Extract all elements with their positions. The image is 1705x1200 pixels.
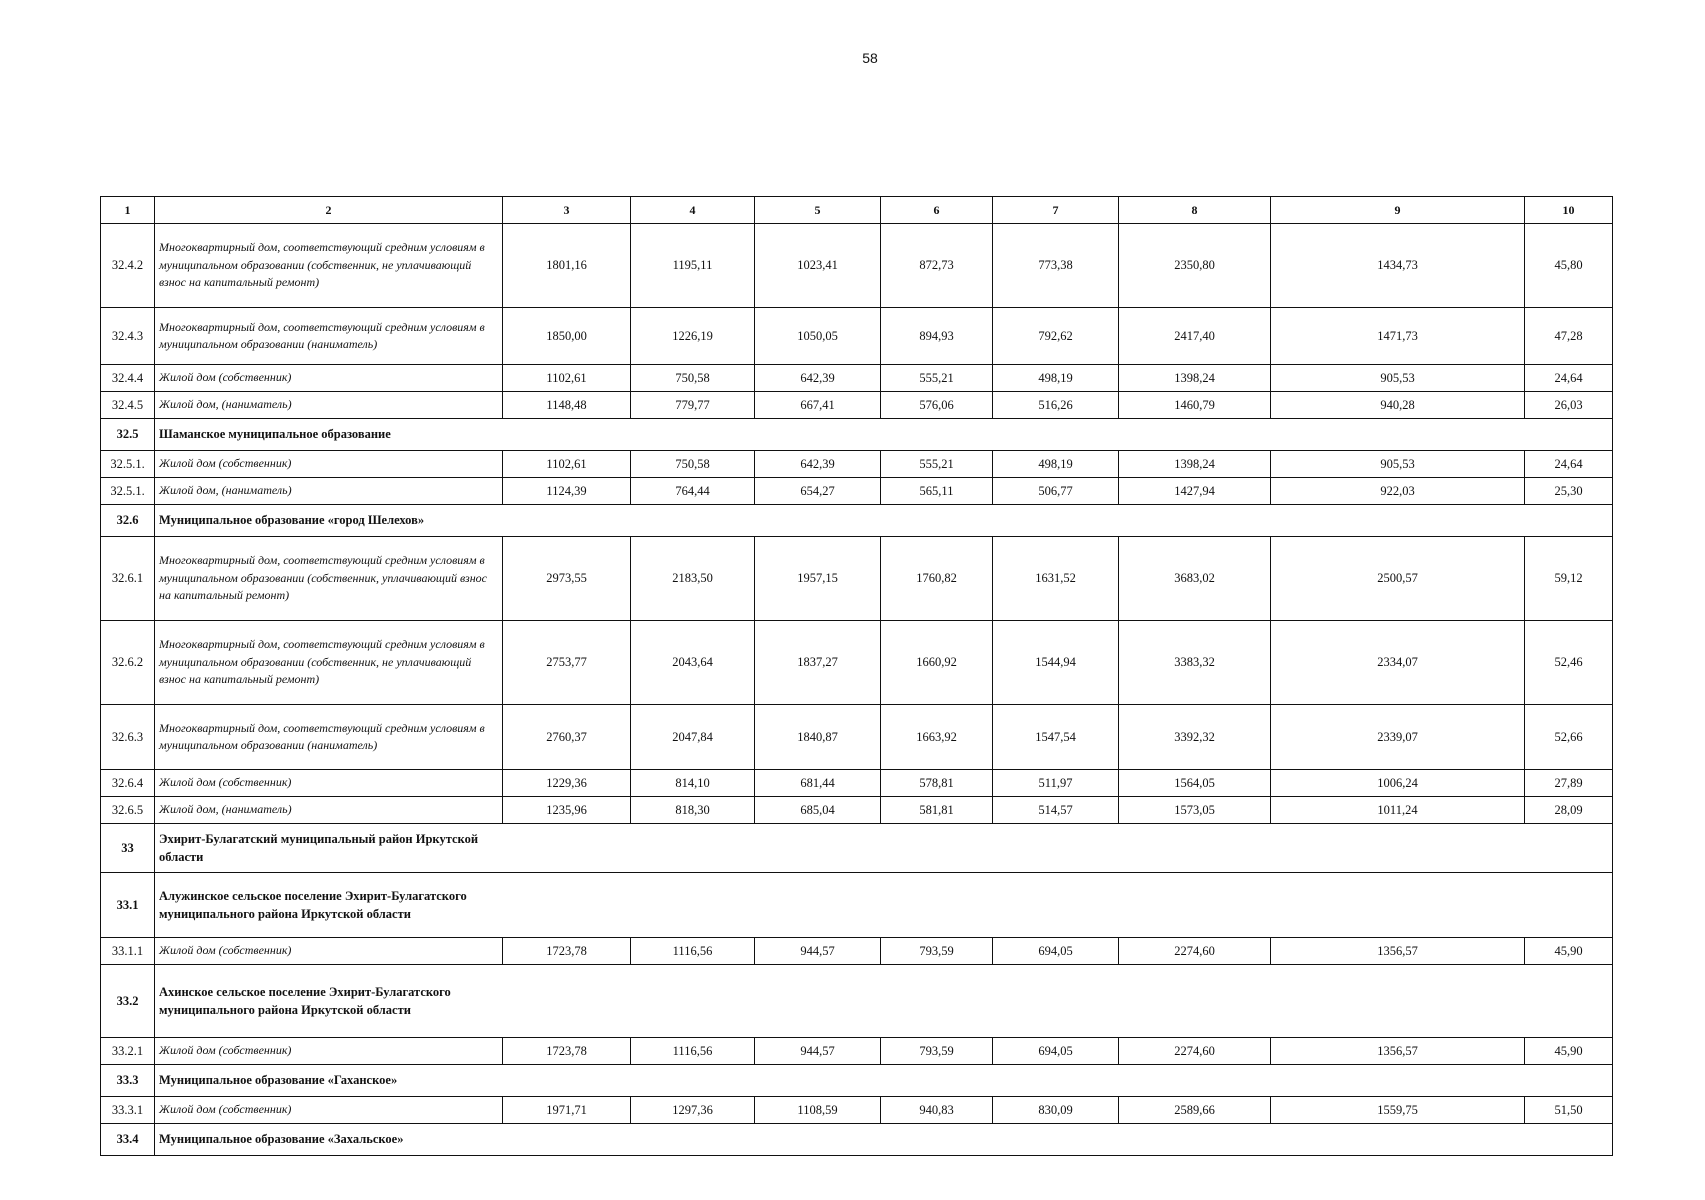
table-row bbox=[101, 392, 1613, 419]
section-title: Эхирит-Булагатский муниципальный район Иркутской области bbox=[155, 824, 1613, 873]
table-row bbox=[101, 224, 1613, 308]
value-cell: 905,53 bbox=[1271, 451, 1525, 478]
header-cell: 1 bbox=[101, 197, 155, 224]
value-cell: 45,90 bbox=[1525, 1038, 1613, 1065]
table-row bbox=[101, 1097, 1613, 1124]
value-cell: 45,90 bbox=[1525, 938, 1613, 965]
table-row bbox=[101, 478, 1613, 505]
page-number: 58 bbox=[862, 50, 878, 66]
value-cell: 1011,24 bbox=[1271, 797, 1525, 824]
section-number: 33.3 bbox=[101, 1065, 155, 1097]
value-cell: 498,19 bbox=[993, 451, 1119, 478]
value-cell: 642,39 bbox=[755, 365, 881, 392]
value-cell: 905,53 bbox=[1271, 365, 1525, 392]
value-cell: 681,44 bbox=[755, 770, 881, 797]
value-cell: 1297,36 bbox=[631, 1097, 755, 1124]
value-cell: 578,81 bbox=[881, 770, 993, 797]
value-cell: 694,05 bbox=[993, 1038, 1119, 1065]
value-cell: 506,77 bbox=[993, 478, 1119, 505]
value-cell: 1398,24 bbox=[1119, 365, 1271, 392]
row-number: 32.6.4 bbox=[101, 770, 155, 797]
value-cell: 750,58 bbox=[631, 365, 755, 392]
value-cell: 750,58 bbox=[631, 451, 755, 478]
section-number: 32.5 bbox=[101, 419, 155, 451]
value-cell: 3392,32 bbox=[1119, 705, 1271, 770]
table-row bbox=[101, 451, 1613, 478]
table-row bbox=[101, 621, 1613, 705]
section-row bbox=[101, 1065, 1613, 1097]
section-row bbox=[101, 505, 1613, 537]
value-cell: 59,12 bbox=[1525, 537, 1613, 621]
value-cell: 2589,66 bbox=[1119, 1097, 1271, 1124]
section-number: 33.2 bbox=[101, 965, 155, 1038]
value-cell: 1102,61 bbox=[503, 365, 631, 392]
value-cell: 2760,37 bbox=[503, 705, 631, 770]
value-cell: 1559,75 bbox=[1271, 1097, 1525, 1124]
value-cell: 685,04 bbox=[755, 797, 881, 824]
value-cell: 3683,02 bbox=[1119, 537, 1271, 621]
value-cell: 922,03 bbox=[1271, 478, 1525, 505]
value-cell: 51,50 bbox=[1525, 1097, 1613, 1124]
value-cell: 1356,57 bbox=[1271, 1038, 1525, 1065]
value-cell: 1229,36 bbox=[503, 770, 631, 797]
value-cell: 1460,79 bbox=[1119, 392, 1271, 419]
section-title: Муниципальное образование «Захальское» bbox=[155, 1124, 1613, 1156]
section-title: Муниципальное образование «город Шелехов» bbox=[155, 505, 1613, 537]
value-cell: 1050,05 bbox=[755, 308, 881, 365]
row-description: Жилой дом (собственник) bbox=[155, 1038, 503, 1065]
section-number: 33 bbox=[101, 824, 155, 873]
row-number: 32.4.3 bbox=[101, 308, 155, 365]
value-cell: 47,28 bbox=[1525, 308, 1613, 365]
value-cell: 694,05 bbox=[993, 938, 1119, 965]
section-row bbox=[101, 965, 1613, 1038]
value-cell: 498,19 bbox=[993, 365, 1119, 392]
header-cell: 3 bbox=[503, 197, 631, 224]
value-cell: 944,57 bbox=[755, 938, 881, 965]
row-description: Жилой дом, (наниматель) bbox=[155, 797, 503, 824]
row-description: Жилой дом (собственник) bbox=[155, 938, 503, 965]
value-cell: 1226,19 bbox=[631, 308, 755, 365]
table-body bbox=[101, 197, 1613, 1156]
value-cell: 940,83 bbox=[881, 1097, 993, 1124]
value-cell: 26,03 bbox=[1525, 392, 1613, 419]
value-cell: 792,62 bbox=[993, 308, 1119, 365]
value-cell: 894,93 bbox=[881, 308, 993, 365]
value-cell: 1840,87 bbox=[755, 705, 881, 770]
value-cell: 818,30 bbox=[631, 797, 755, 824]
value-cell: 1427,94 bbox=[1119, 478, 1271, 505]
table-row bbox=[101, 537, 1613, 621]
value-cell: 830,09 bbox=[993, 1097, 1119, 1124]
section-row bbox=[101, 824, 1613, 873]
table-row bbox=[101, 705, 1613, 770]
value-cell: 1116,56 bbox=[631, 1038, 755, 1065]
header-cell: 10 bbox=[1525, 197, 1613, 224]
value-cell: 1102,61 bbox=[503, 451, 631, 478]
value-cell: 1850,00 bbox=[503, 308, 631, 365]
row-number: 33.2.1 bbox=[101, 1038, 155, 1065]
value-cell: 944,57 bbox=[755, 1038, 881, 1065]
header-cell: 4 bbox=[631, 197, 755, 224]
value-cell: 52,66 bbox=[1525, 705, 1613, 770]
row-description: Многоквартирный дом, соответствующий средним условиям в муниципальном образовании (наниматель) bbox=[155, 705, 503, 770]
header-cell: 8 bbox=[1119, 197, 1271, 224]
value-cell: 1195,11 bbox=[631, 224, 755, 308]
value-cell: 581,81 bbox=[881, 797, 993, 824]
value-cell: 1564,05 bbox=[1119, 770, 1271, 797]
section-title: Алужинское сельское поселение Эхирит-Булагатского муниципального района Иркутской области bbox=[155, 873, 1613, 938]
value-cell: 2334,07 bbox=[1271, 621, 1525, 705]
row-number: 32.6.2 bbox=[101, 621, 155, 705]
value-cell: 1148,48 bbox=[503, 392, 631, 419]
value-cell: 2274,60 bbox=[1119, 938, 1271, 965]
row-number: 32.4.5 bbox=[101, 392, 155, 419]
row-number: 32.6.5 bbox=[101, 797, 155, 824]
value-cell: 2973,55 bbox=[503, 537, 631, 621]
value-cell: 1660,92 bbox=[881, 621, 993, 705]
section-row bbox=[101, 1124, 1613, 1156]
value-cell: 2417,40 bbox=[1119, 308, 1271, 365]
value-cell: 45,80 bbox=[1525, 224, 1613, 308]
value-cell: 1723,78 bbox=[503, 938, 631, 965]
value-cell: 1547,54 bbox=[993, 705, 1119, 770]
table-row bbox=[101, 308, 1613, 365]
row-number: 33.1.1 bbox=[101, 938, 155, 965]
value-cell: 1434,73 bbox=[1271, 224, 1525, 308]
value-cell: 576,06 bbox=[881, 392, 993, 419]
value-cell: 779,77 bbox=[631, 392, 755, 419]
value-cell: 1723,78 bbox=[503, 1038, 631, 1065]
table-row bbox=[101, 365, 1613, 392]
value-cell: 2183,50 bbox=[631, 537, 755, 621]
value-cell: 3383,32 bbox=[1119, 621, 1271, 705]
value-cell: 1356,57 bbox=[1271, 938, 1525, 965]
table-row bbox=[101, 1038, 1613, 1065]
value-cell: 1971,71 bbox=[503, 1097, 631, 1124]
value-cell: 1663,92 bbox=[881, 705, 993, 770]
value-cell: 1573,05 bbox=[1119, 797, 1271, 824]
value-cell: 1471,73 bbox=[1271, 308, 1525, 365]
value-cell: 793,59 bbox=[881, 1038, 993, 1065]
value-cell: 872,73 bbox=[881, 224, 993, 308]
header-cell: 7 bbox=[993, 197, 1119, 224]
value-cell: 565,11 bbox=[881, 478, 993, 505]
row-description: Жилой дом (собственник) bbox=[155, 451, 503, 478]
table-row bbox=[101, 938, 1613, 965]
value-cell: 1006,24 bbox=[1271, 770, 1525, 797]
header-row bbox=[101, 197, 1613, 224]
value-cell: 814,10 bbox=[631, 770, 755, 797]
value-cell: 642,39 bbox=[755, 451, 881, 478]
header-cell: 6 bbox=[881, 197, 993, 224]
tariff-table bbox=[100, 196, 1613, 1156]
value-cell: 555,21 bbox=[881, 451, 993, 478]
value-cell: 1108,59 bbox=[755, 1097, 881, 1124]
value-cell: 1801,16 bbox=[503, 224, 631, 308]
value-cell: 52,46 bbox=[1525, 621, 1613, 705]
value-cell: 654,27 bbox=[755, 478, 881, 505]
section-title: Ахинское сельское поселение Эхирит-Булагатского муниципального района Иркутской области bbox=[155, 965, 1613, 1038]
section-title: Шаманское муниципальное образование bbox=[155, 419, 1613, 451]
value-cell: 25,30 bbox=[1525, 478, 1613, 505]
section-row bbox=[101, 873, 1613, 938]
row-description: Жилой дом, (наниматель) bbox=[155, 478, 503, 505]
section-number: 32.6 bbox=[101, 505, 155, 537]
value-cell: 940,28 bbox=[1271, 392, 1525, 419]
value-cell: 555,21 bbox=[881, 365, 993, 392]
row-description: Жилой дом (собственник) bbox=[155, 1097, 503, 1124]
value-cell: 1023,41 bbox=[755, 224, 881, 308]
value-cell: 1837,27 bbox=[755, 621, 881, 705]
value-cell: 2500,57 bbox=[1271, 537, 1525, 621]
value-cell: 2274,60 bbox=[1119, 1038, 1271, 1065]
row-description: Жилой дом, (наниматель) bbox=[155, 392, 503, 419]
value-cell: 27,89 bbox=[1525, 770, 1613, 797]
value-cell: 773,38 bbox=[993, 224, 1119, 308]
row-description: Многоквартирный дом, соответствующий средним условиям в муниципальном образовании (наниматель) bbox=[155, 308, 503, 365]
row-number: 32.4.2 bbox=[101, 224, 155, 308]
value-cell: 793,59 bbox=[881, 938, 993, 965]
table-row bbox=[101, 797, 1613, 824]
value-cell: 2339,07 bbox=[1271, 705, 1525, 770]
row-number: 33.3.1 bbox=[101, 1097, 155, 1124]
table-row bbox=[101, 770, 1613, 797]
section-number: 33.4 bbox=[101, 1124, 155, 1156]
value-cell: 1544,94 bbox=[993, 621, 1119, 705]
row-description: Многоквартирный дом, соответствующий средним условиям в муниципальном образовании (собственник, не уплачивающий взнос на капитальный ремонт) bbox=[155, 224, 503, 308]
value-cell: 1124,39 bbox=[503, 478, 631, 505]
value-cell: 24,64 bbox=[1525, 365, 1613, 392]
section-title: Муниципальное образование «Гаханское» bbox=[155, 1065, 1613, 1097]
value-cell: 1398,24 bbox=[1119, 451, 1271, 478]
row-description: Многоквартирный дом, соответствующий средним условиям в муниципальном образовании (собственник, не уплачивающий взнос на капитальный ремонт) bbox=[155, 621, 503, 705]
row-number: 32.6.3 bbox=[101, 705, 155, 770]
value-cell: 764,44 bbox=[631, 478, 755, 505]
header-cell: 9 bbox=[1271, 197, 1525, 224]
value-cell: 1957,15 bbox=[755, 537, 881, 621]
header-cell: 2 bbox=[155, 197, 503, 224]
section-row bbox=[101, 419, 1613, 451]
value-cell: 1116,56 bbox=[631, 938, 755, 965]
value-cell: 2350,80 bbox=[1119, 224, 1271, 308]
value-cell: 2043,64 bbox=[631, 621, 755, 705]
value-cell: 514,57 bbox=[993, 797, 1119, 824]
row-number: 32.4.4 bbox=[101, 365, 155, 392]
row-description: Многоквартирный дом, соответствующий средним условиям в муниципальном образовании (собственник, уплачивающий взнос на капитальный ремонт) bbox=[155, 537, 503, 621]
value-cell: 24,64 bbox=[1525, 451, 1613, 478]
row-number: 32.5.1. bbox=[101, 478, 155, 505]
row-number: 32.6.1 bbox=[101, 537, 155, 621]
section-number: 33.1 bbox=[101, 873, 155, 938]
value-cell: 2753,77 bbox=[503, 621, 631, 705]
value-cell: 1235,96 bbox=[503, 797, 631, 824]
value-cell: 667,41 bbox=[755, 392, 881, 419]
value-cell: 1760,82 bbox=[881, 537, 993, 621]
value-cell: 511,97 bbox=[993, 770, 1119, 797]
row-description: Жилой дом (собственник) bbox=[155, 770, 503, 797]
value-cell: 2047,84 bbox=[631, 705, 755, 770]
value-cell: 1631,52 bbox=[993, 537, 1119, 621]
header-cell: 5 bbox=[755, 197, 881, 224]
row-description: Жилой дом (собственник) bbox=[155, 365, 503, 392]
value-cell: 28,09 bbox=[1525, 797, 1613, 824]
row-number: 32.5.1. bbox=[101, 451, 155, 478]
value-cell: 516,26 bbox=[993, 392, 1119, 419]
